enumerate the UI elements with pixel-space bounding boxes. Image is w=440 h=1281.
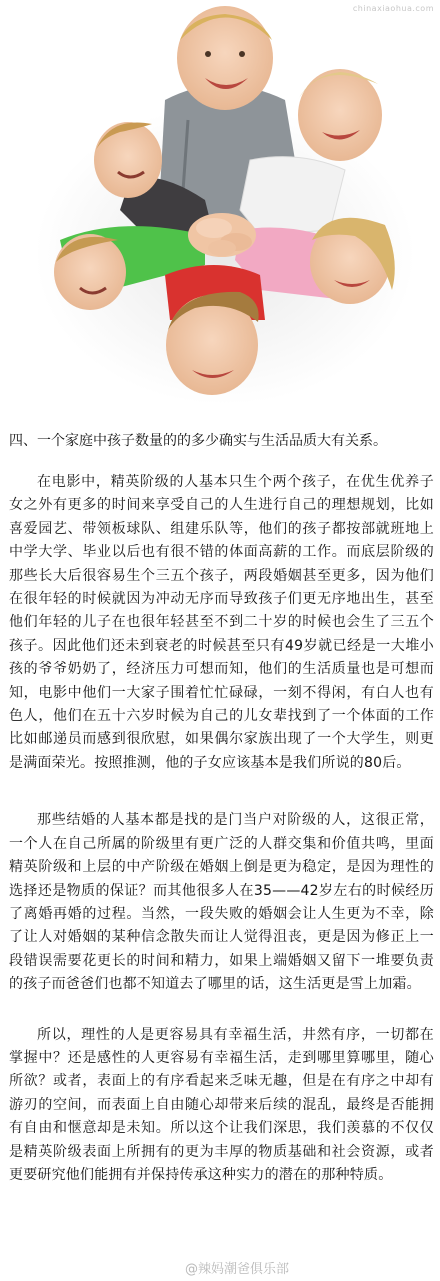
article-body: [9, 428, 434, 1212]
section-heading: 四、一个家庭中孩子数量的的多少确实与生活品质大有关系。: [9, 433, 387, 449]
hero-photo-kids-circle: [0, 0, 440, 420]
image-watermark: chinaxiaohua.com: [352, 4, 434, 13]
footer-watermark: @辣妈潮爸俱乐部: [185, 1262, 290, 1277]
stacked-hands: [188, 213, 256, 257]
paragraph-1: 在电影中，精英阶级的人基本只生个两个孩子，在优生优养子女之外有更多的时间来享受自己的人生进行自己的理想规划，比如喜爱园艺、带领板球队、组建乐队等，他们的孩子都按部就班地上中学大学、毕业以后也有很不错的体面高薪的工作。而底层阶级的那些长大后很容易生个三五个孩子，两段婚姻甚至更多，因为他们在很年轻的时候就因为冲动无序而导致孩子们更无序地出生，甚至他们年轻的儿子在也很年轻甚至不到二十岁的时候也会生了三五个孩子。因此他们还未到衰老的时候甚至只有49岁就已经是一大堆小孩的爷爷奶奶了，经济压力可想而知，他们的生活质量也是可想而知，电影中他们一大家子围着忙忙碌碌，一刻不得闲，有白人也有色人，他们在五十六岁时候为自己的儿女辈找到了一个体面的工作比如邮递员而感到很欣慰，如果偶尔家族出现了一个大学生，则更是满面荣光。按照推测，他的子女应该基本是我们所说的80后。: [9, 474, 434, 771]
kids-illustration: [0, 0, 440, 420]
paragraph-2: 那些结婚的人基本都是找的是门当户对阶级的人，这很正常，一个人在自己所属的阶级里有更广泛的人群交集和价值共鸣，里面精英阶级和上层的中产阶级在婚姻上倒是更为稳定，是因为理性的选择还是物质的保证？而其他很多人在35——42岁左右的时候经历了离婚再婚的过程。当然，一段失败的婚姻会让人生更为不幸，除了让人对婚姻的某种信念散失而让人觉得沮丧，更是因为修正上一段错误需要花更长的时间和精力，如果上端婚姻又留下一堆要负责的孩子而爸爸们也都不知道去了哪里的话，这生活更是雪上加霜。: [9, 812, 434, 993]
paragraph-3: 所以，理性的人是更容易具有幸福生活，井然有序，一切都在掌握中？还是感性的人更容易有幸福生活，走到哪里算哪里，随心所欲？或者，表面上的有序看起来乏味无趣，但是在有序之中却有游刃的空间，而表面上自由随心却带来后续的混乱，最终是否能拥有自由和惬意却是未知。所以这个让我们深思，我们羡慕的不仅仅是精英阶级表面上所拥有的更为丰厚的物质基础和社会资源，或者更要研究他们能拥有并保持传承这种实力的潜在的那种特质。: [9, 1026, 434, 1183]
